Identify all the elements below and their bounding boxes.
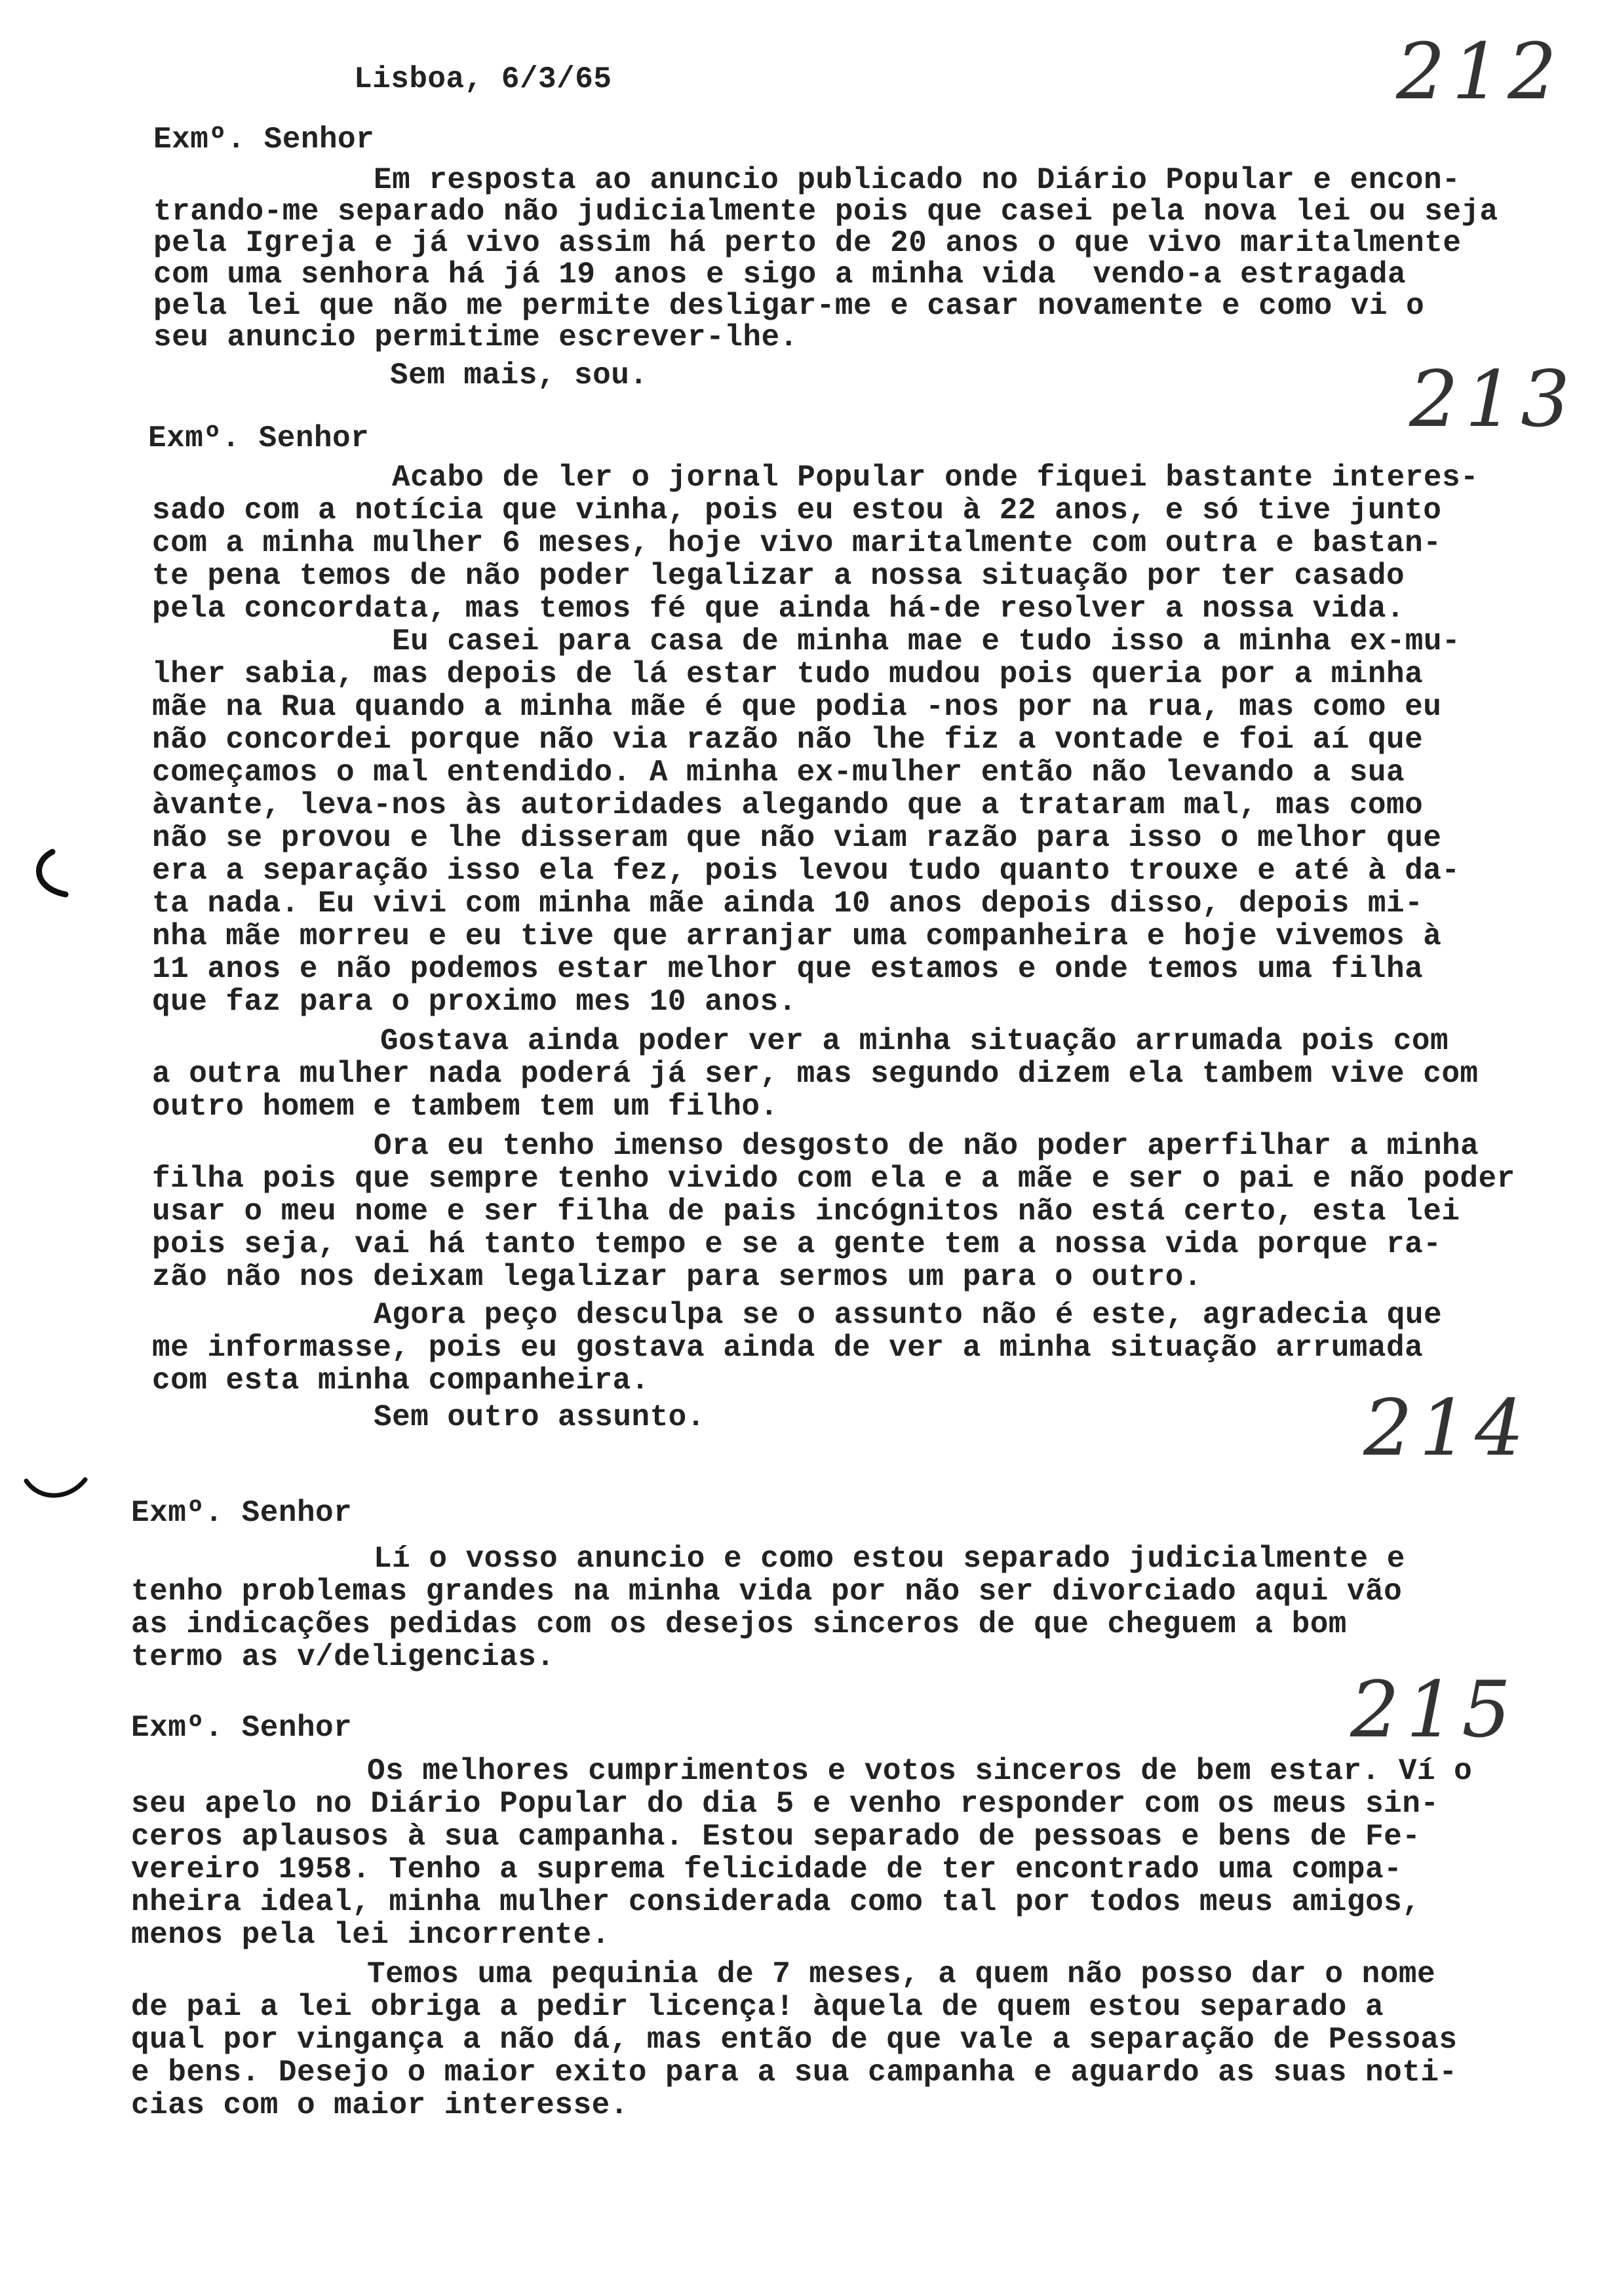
letter-line: com a minha mulher 6 meses, hoje vivo maritalmente com outra e bastan- — [152, 526, 1442, 560]
handwritten-number: 214 — [1363, 1383, 1531, 1473]
letter-line: era a separação isso ela fez, pois levou tudo quanto trouxe e até à da- — [152, 854, 1460, 888]
letter-line: filha pois que sempre tenho vivido com ela e a mãe e ser o pai e não poder — [152, 1162, 1515, 1196]
letter-line: pela lei que não me permite desligar-me e casar novamente e como vi o — [153, 289, 1425, 323]
letter-line: a outra mulher nada poderá já ser, mas segundo dizem ela tambem vive com — [152, 1057, 1479, 1091]
letter-line: não se provou e lhe disseram que não viam razão para isso o melhor que — [152, 821, 1442, 855]
letter-line: ceros aplausos à sua campanha. Estou separado de pessoas e bens de Fe- — [131, 1820, 1421, 1854]
letter-line: Os melhores cumprimentos e votos sinceros de bem estar. Ví o — [367, 1754, 1473, 1788]
letter-line: Ora eu tenho imenso desgosto de não poder aperfilhar a minha — [374, 1129, 1479, 1163]
letter-line: me informasse, pois eu gostava ainda de ver a minha situação arrumada — [152, 1331, 1424, 1365]
letter-line: seu apelo no Diário Popular do dia 5 e venho responder com os meus sin- — [131, 1787, 1439, 1821]
letter-line: termo as v/deligencias. — [131, 1640, 555, 1674]
letter-line: menos pela lei incorrente. — [131, 1918, 610, 1952]
letter-line: seu anuncio permitime escrever-lhe. — [153, 320, 798, 354]
letter-line: 11 anos e não podemos estar melhor que estamos e onde temos uma filha — [152, 952, 1424, 986]
letter-line: nha mãe morreu e eu tive que arranjar uma companheira e hoje vivemos à — [152, 919, 1442, 953]
letter-closing: Sem outro assunto. — [374, 1400, 705, 1434]
letter-line: Eu casei para casa de minha mae e tudo isso a minha ex-mu- — [392, 624, 1461, 659]
letter-salutation: Exmº. Senhor — [153, 123, 375, 157]
letter-line: com uma senhora há já 19 anos e sigo a minha vida vendo-a estragada — [153, 258, 1407, 292]
letter-line: não concordei porque não via razão não lhe fiz a vontade e foi aí que — [152, 723, 1424, 757]
letter-line: te pena temos de não poder legalizar a nossa situação por ter casado — [152, 559, 1405, 593]
letter-line: zão não nos deixam legalizar para sermos um para o outro. — [152, 1260, 1202, 1294]
handwritten-number: 215 — [1350, 1664, 1518, 1755]
letter-line: nheira ideal, minha mulher considerada como tal por todos meus amigos, — [131, 1885, 1421, 1919]
letter-line: de pai a lei obriga a pedir licença! àquela de quem estou separado a — [131, 1990, 1384, 2024]
letter-line: Temos uma pequinia de 7 meses, a quem não posso dar o nome — [367, 1957, 1436, 1991]
letter-line: pois seja, vai há tanto tempo e se a gente tem a nossa vida porque ra- — [152, 1227, 1442, 1261]
letter-salutation: Exmº. Senhor — [131, 1711, 353, 1745]
letter-line: Agora peço desculpa se o assunto não é este, agradecia que — [374, 1298, 1443, 1332]
letter-line: tenho problemas grandes na minha vida por não ser divorciado aqui vão — [131, 1575, 1403, 1609]
letter-line: Gostava ainda poder ver a minha situação arrumada pois com — [380, 1024, 1449, 1058]
letter-line: outro homem e tambem tem um filho. — [152, 1090, 779, 1124]
letter-line: que faz para o proximo mes 10 anos. — [152, 985, 797, 1019]
letter-line: lher sabia, mas depois de lá estar tudo mudou pois queria por a minha — [152, 657, 1424, 691]
letter-line: trando-me separado não judicialmente pois que casei pela nova lei ou seja — [153, 195, 1498, 229]
letter-line: as indicações pedidas com os desejos sinceros de que cheguem a bom — [131, 1607, 1347, 1641]
letter-salutation: Exmº. Senhor — [148, 421, 370, 455]
handwritten-number: 213 — [1409, 354, 1577, 444]
letter-line: àvante, leva-nos às autoridades alegando que a trataram mal, mas como — [152, 788, 1424, 822]
letter-line: Em resposta ao anuncio publicado no Diário Popular e encon- — [374, 163, 1461, 197]
letter-line: e bens. Desejo o maior exito para a sua campanha e aguardo as suas noti- — [131, 2056, 1458, 2090]
letter-line: vereiro 1958. Tenho a suprema felicidade de ter encontrado uma compa- — [131, 1852, 1403, 1886]
letter-line: com esta minha companheira. — [152, 1364, 650, 1398]
letter-line: mãe na Rua quando a minha mãe é que podia -nos por na rua, mas como eu — [152, 690, 1442, 724]
punch-hole-mark — [20, 1468, 92, 1514]
letter-line: sado com a notícia que vinha, pois eu estou à 22 anos, e só tive junto — [152, 493, 1442, 527]
letter-line: cias com o maior interesse. — [131, 2088, 629, 2122]
letter-closing: Sem mais, sou. — [390, 358, 648, 392]
handwritten-number: 212 — [1396, 26, 1564, 117]
letter-line: Lí o vosso anuncio e como estou separado judicialmente e — [374, 1542, 1405, 1576]
letter-line: pela Igreja e já vivo assim há perto de 20 anos o que vivo maritalmente — [153, 226, 1462, 260]
letter-line: começamos o mal entendido. A minha ex-mulher então não levando a sua — [152, 756, 1405, 790]
letter-line: ta nada. Eu vivi com minha mãe ainda 10 anos depois disso, depois mi- — [152, 887, 1424, 921]
letter-line: qual por vingança a não dá, mas então de que vale a separação de Pessoas — [131, 2023, 1458, 2057]
document-date: Lisboa, 6/3/65 — [354, 62, 612, 96]
letter-salutation: Exmº. Senhor — [131, 1496, 353, 1530]
letter-line: pela concordata, mas temos fé que ainda há-de resolver a nossa vida. — [152, 592, 1405, 626]
letter-line: usar o meu nome e ser filha de pais incógnitos não está certo, esta lei — [152, 1195, 1460, 1229]
letter-line: Acabo de ler o jornal Popular onde fiquei bastante interes- — [392, 461, 1479, 495]
punch-hole-mark — [26, 845, 85, 904]
